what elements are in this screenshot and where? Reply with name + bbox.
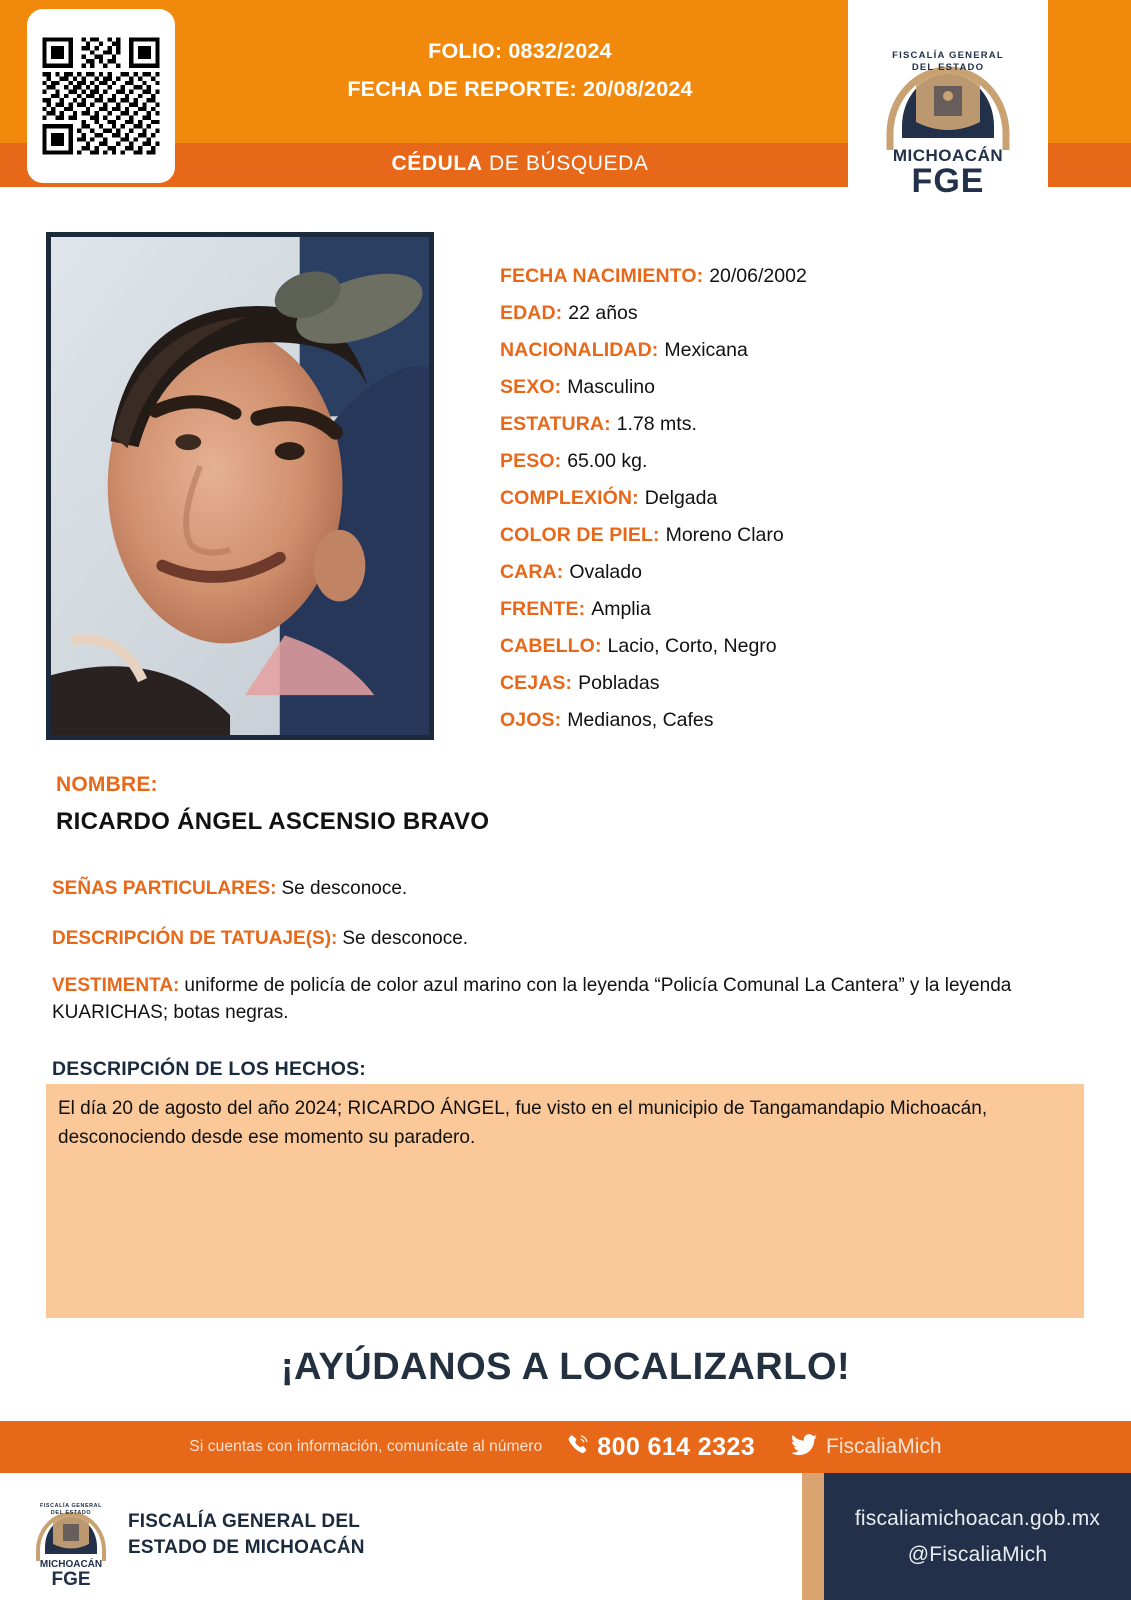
phone-icon bbox=[566, 1433, 590, 1462]
field-row bbox=[500, 332, 1100, 369]
clothing-label: VESTIMENTA: bbox=[52, 975, 180, 996]
field-label: CEJAS: bbox=[500, 672, 573, 694]
name-label: NOMBRE: bbox=[56, 773, 158, 796]
call-to-action: ¡AYÚDANOS A LOCALIZARLO! bbox=[280, 1346, 851, 1388]
field-row bbox=[500, 554, 1100, 591]
header-right-strip-dark bbox=[1048, 143, 1131, 187]
facts-label: DESCRIPCIÓN DE LOS HECHOS: bbox=[52, 1058, 366, 1080]
contact-bar bbox=[0, 1421, 1131, 1473]
twitter-block[interactable] bbox=[791, 1434, 942, 1461]
svg-text:FGE: FGE bbox=[51, 1569, 91, 1587]
field-label: ESTATURA: bbox=[500, 413, 611, 435]
clothing-value: uniforme de policía de color azul marino con la leyenda “Policía Comunal La Cantera” y la leyenda KUARICHAS; botas negras. bbox=[52, 975, 1012, 1023]
field-label: COLOR DE PIEL: bbox=[500, 524, 660, 546]
field-value: 22 años bbox=[568, 302, 638, 324]
distinguishing-marks-value: Se desconoce. bbox=[281, 878, 408, 899]
field-value: Pobladas bbox=[578, 672, 660, 694]
field-value: Moreno Claro bbox=[665, 524, 784, 546]
distinguishing-marks-row bbox=[52, 875, 1082, 902]
svg-text:DEL ESTADO: DEL ESTADO bbox=[911, 62, 985, 73]
field-value: Masculino bbox=[567, 376, 655, 398]
footer-links-box bbox=[824, 1473, 1131, 1600]
svg-text:MICHOACÁN: MICHOACÁN bbox=[892, 146, 1004, 165]
field-row bbox=[500, 702, 1100, 739]
facts-box bbox=[46, 1084, 1084, 1318]
field-row bbox=[500, 258, 1100, 295]
field-label: CABELLO: bbox=[500, 635, 602, 657]
fge-michoacan-seal-icon bbox=[872, 22, 1024, 197]
field-row bbox=[500, 628, 1100, 665]
organization-name bbox=[128, 1509, 365, 1561]
qr-code-icon[interactable] bbox=[38, 33, 164, 159]
cedula-strong: CÉDULA bbox=[391, 152, 483, 175]
tattoos-label: DESCRIPCIÓN DE TATUAJE(S): bbox=[52, 928, 338, 949]
fge-michoacan-seal-icon bbox=[28, 1487, 114, 1587]
report-date-text: FECHA DE REPORTE: 20/08/2024 bbox=[347, 77, 693, 101]
tattoos-row bbox=[52, 925, 1082, 952]
svg-text:DEL ESTADO: DEL ESTADO bbox=[50, 1510, 92, 1516]
field-value: Ovalado bbox=[569, 561, 642, 583]
field-row bbox=[500, 480, 1100, 517]
folio-text: FOLIO: 0832/2024 bbox=[428, 39, 612, 63]
cedula-title bbox=[210, 150, 830, 178]
svg-text:MICHOACÁN: MICHOACÁN bbox=[39, 1559, 103, 1570]
twitter-bird-icon bbox=[791, 1434, 817, 1461]
organization-line-2: ESTADO DE MICHOACÁN bbox=[128, 1537, 365, 1558]
footer-accent-strip bbox=[802, 1473, 824, 1600]
organization-line-1: FISCALÍA GENERAL DEL bbox=[128, 1511, 361, 1532]
twitter-handle[interactable]: FiscaliaMich bbox=[826, 1435, 942, 1458]
field-value: Lacio, Corto, Negro bbox=[607, 635, 777, 657]
field-label: COMPLEXIÓN: bbox=[500, 487, 639, 509]
field-row bbox=[500, 665, 1100, 702]
field-label: CARA: bbox=[500, 561, 564, 583]
contact-note: Si cuentas con información, comunícate al número bbox=[189, 1438, 543, 1455]
field-value: Amplia bbox=[591, 598, 651, 620]
field-row bbox=[500, 517, 1100, 554]
svg-text:FGE: FGE bbox=[911, 162, 985, 197]
facts-text: El día 20 de agosto del año 2024; RICARDO ÁNGEL, fue visto en el municipio de Tangamandapio Michoacán, desconociendo desde ese momento su paradero. bbox=[58, 1098, 988, 1148]
cedula-rest: DE BÚSQUEDA bbox=[482, 152, 649, 175]
field-value: 20/06/2002 bbox=[709, 265, 807, 287]
field-row bbox=[500, 406, 1100, 443]
tattoos-value: Se desconoce. bbox=[342, 928, 469, 949]
field-label: FECHA NACIMIENTO: bbox=[500, 265, 704, 287]
field-value: Mexicana bbox=[664, 339, 748, 361]
field-label: NACIONALIDAD: bbox=[500, 339, 659, 361]
phone-block[interactable] bbox=[566, 1433, 755, 1462]
field-label: PESO: bbox=[500, 450, 562, 472]
field-value: Delgada bbox=[644, 487, 718, 509]
field-value: 65.00 kg. bbox=[567, 450, 648, 472]
website-url[interactable]: fiscaliamichoacan.gob.mx bbox=[854, 1506, 1101, 1530]
field-label: SEXO: bbox=[500, 376, 562, 398]
person-name: RICARDO ÁNGEL ASCENSIO BRAVO bbox=[56, 808, 490, 835]
field-row bbox=[500, 591, 1100, 628]
field-row bbox=[500, 369, 1100, 406]
svg-text:FISCALÍA GENERAL: FISCALÍA GENERAL bbox=[39, 1503, 103, 1509]
field-value: Medianos, Cafes bbox=[567, 709, 714, 731]
distinguishing-marks-label: SEÑAS PARTICULARES: bbox=[52, 878, 277, 899]
physical-description-list bbox=[500, 258, 1100, 739]
field-row bbox=[500, 295, 1100, 332]
qr-code-frame[interactable] bbox=[27, 9, 175, 183]
field-label: EDAD: bbox=[500, 302, 563, 324]
missing-person-photo bbox=[46, 232, 434, 740]
field-value: 1.78 mts. bbox=[616, 413, 697, 435]
footer bbox=[0, 1473, 1131, 1600]
clothing-row bbox=[52, 972, 1082, 1026]
phone-number[interactable]: 800 614 2323 bbox=[597, 1432, 756, 1461]
field-label: OJOS: bbox=[500, 709, 562, 731]
field-label: FRENTE: bbox=[500, 598, 586, 620]
folio-block bbox=[210, 32, 830, 108]
svg-text:FISCALÍA GENERAL: FISCALÍA GENERAL bbox=[892, 50, 1004, 61]
social-handle[interactable]: @FiscaliaMich bbox=[907, 1542, 1048, 1566]
field-row bbox=[500, 443, 1100, 480]
